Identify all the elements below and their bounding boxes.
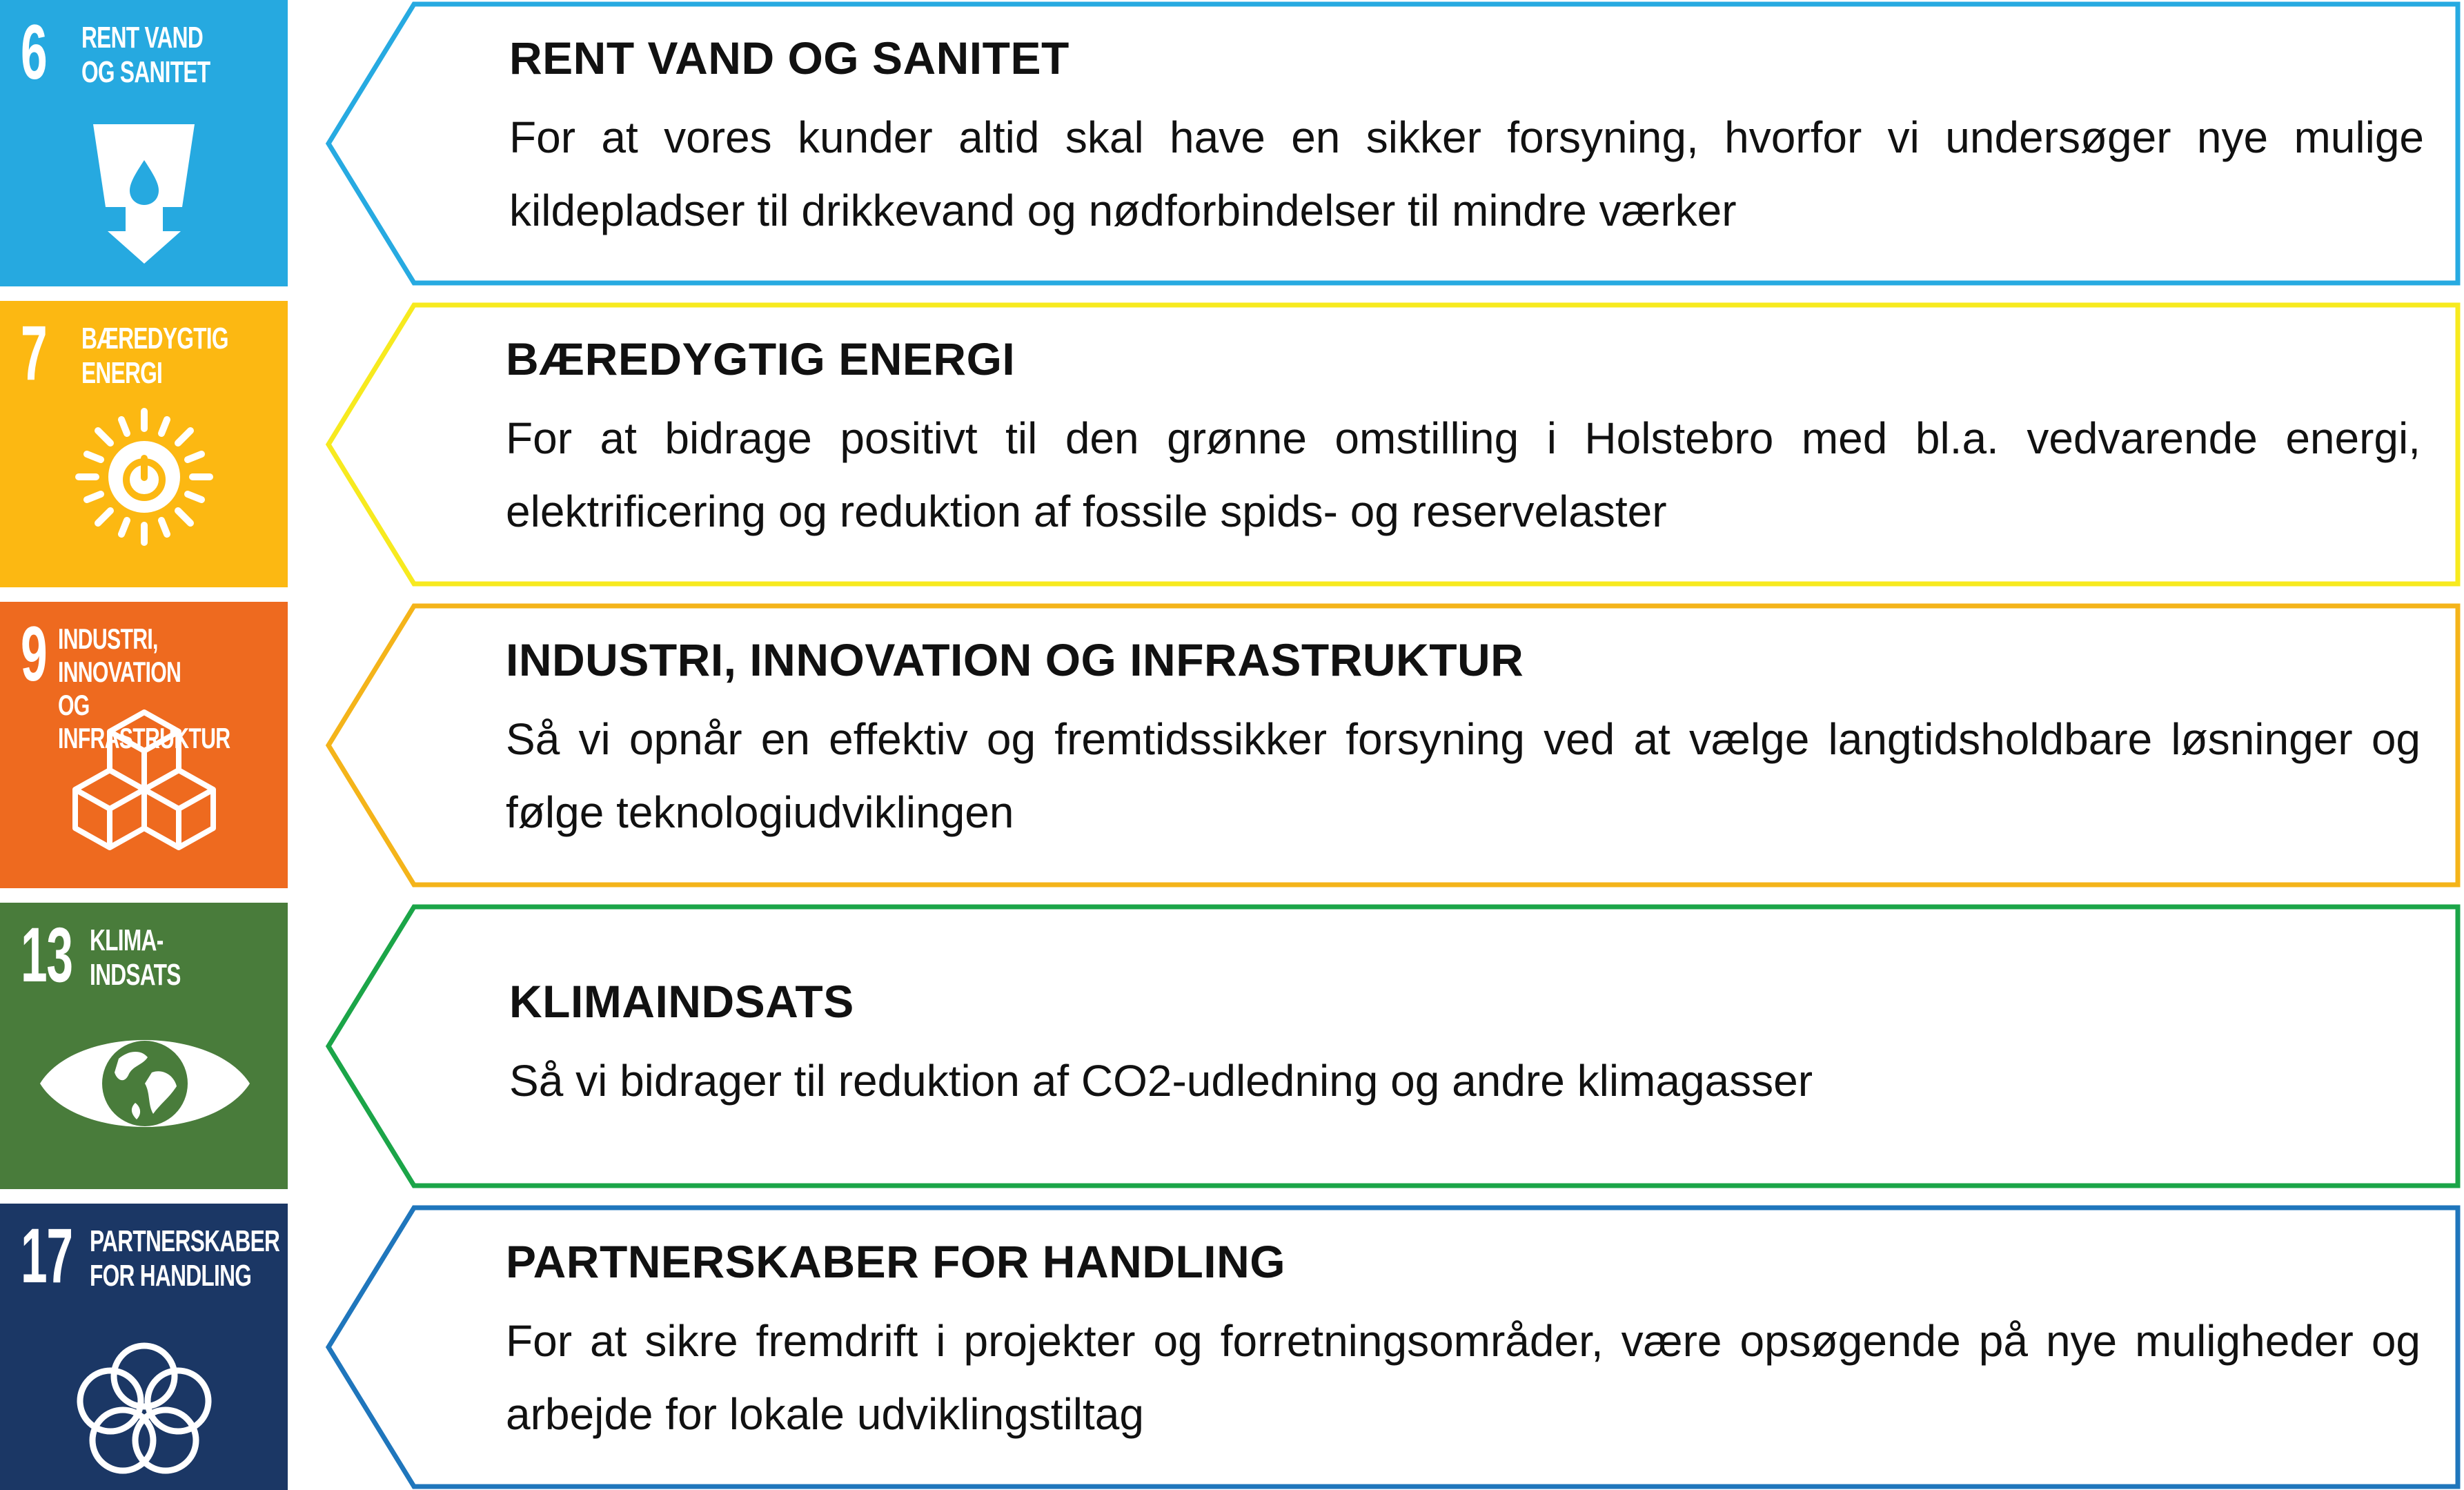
goal-number: 9 bbox=[21, 611, 47, 697]
goal-description: For at bidrage positivt til den grønne omstilling i Holstebro med bl.a. vedvarende energi, elektrificering og reduktion af fossile spids- og reservelaster bbox=[506, 413, 2421, 536]
goal-number: 17 bbox=[21, 1213, 72, 1299]
goal-content bbox=[506, 1234, 2421, 1451]
goal-heading: KLIMAINDSATS bbox=[509, 976, 854, 1027]
goal-number: 13 bbox=[21, 912, 72, 998]
goal-description: For at sikre fremdrift i projekter og forretningsområder, være opsøgende på nye muligheder og arbejde for lokale udviklingstiltag bbox=[506, 1316, 2421, 1439]
goal-heading: RENT VAND OG SANITET bbox=[509, 32, 1070, 84]
goal-content bbox=[509, 974, 2424, 1117]
goal-description: Så vi bidrager til reduktion af CO2-udledning og andre klimagasser bbox=[509, 1056, 1813, 1106]
goal-description: For at vores kunder altid skal have en sikker forsyning, hvorfor vi undersøger nye mulige kildepladser til drikkevand og nødforbindelser til mindre værker bbox=[509, 112, 2424, 235]
goal-tile-title: BÆREDYGTIG ENERGI bbox=[81, 322, 228, 390]
goal-tile-title: KLIMA- INDSATS bbox=[90, 923, 181, 992]
goal-heading: INDUSTRI, INNOVATION OG INFRASTRUKTUR bbox=[506, 634, 1524, 685]
goal-heading: BÆREDYGTIG ENERGI bbox=[506, 333, 1016, 384]
goal-tile-title: RENT VAND OG SANITET bbox=[81, 21, 210, 89]
goal-row-9 bbox=[0, 602, 2464, 888]
goal-description: Så vi opnår en effektiv og fremtidssikker forsyning ved at vælge langtidsholdbare løsninger og følge teknologiudviklingen bbox=[506, 714, 2421, 837]
goal-row-7 bbox=[0, 301, 2464, 587]
goal-number: 6 bbox=[21, 9, 47, 95]
goal-tile-title: PARTNERSKABER FOR HANDLING bbox=[90, 1224, 280, 1293]
goal-content bbox=[509, 30, 2424, 247]
goal-row-17 bbox=[0, 1204, 2464, 1490]
goal-content bbox=[506, 632, 2421, 849]
goal-content bbox=[506, 331, 2421, 548]
goal-row-6 bbox=[0, 0, 2464, 286]
goal-heading: PARTNERSKABER FOR HANDLING bbox=[506, 1236, 1286, 1287]
goal-tile-title: INDUSTRI, INNOVATION OG INFRASTRUKTUR bbox=[58, 623, 230, 754]
goal-number: 7 bbox=[21, 310, 47, 396]
goal-row-13 bbox=[0, 903, 2464, 1189]
